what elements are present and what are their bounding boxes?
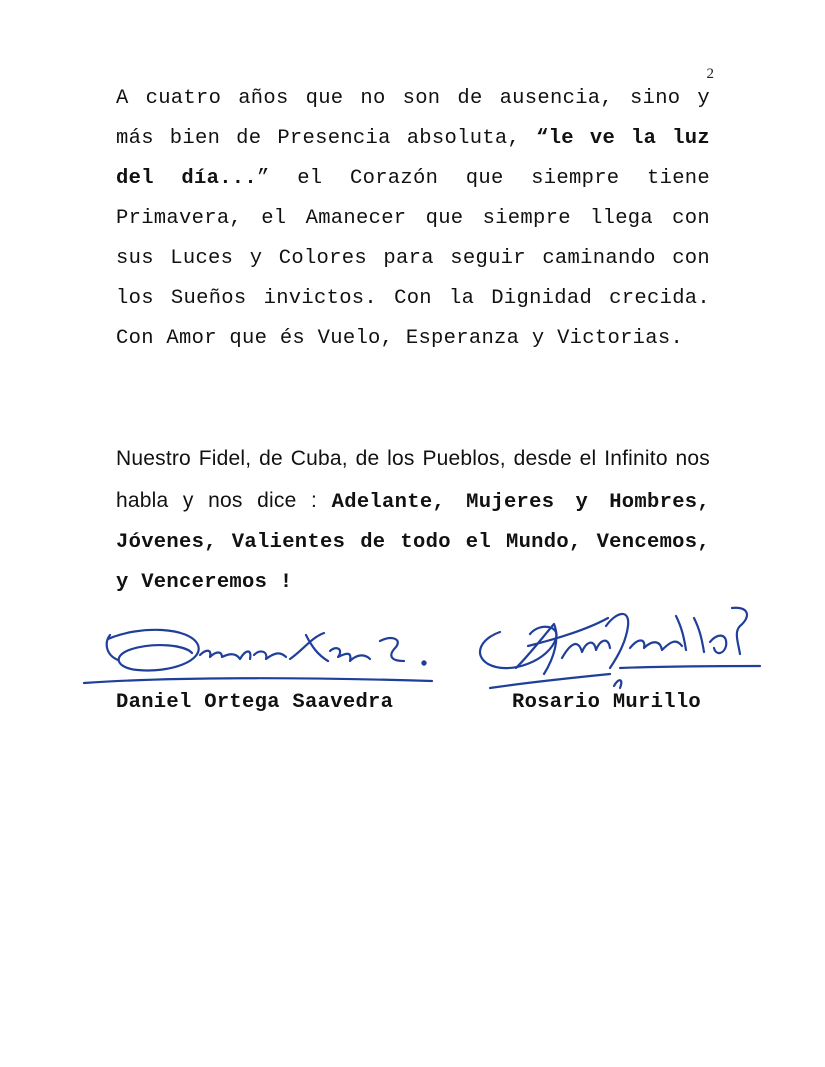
paragraph-1-text: A cuatro años que no son de ausencia, sino y más bien de Presencia absoluta, (116, 87, 710, 150)
page-number: 2 (706, 66, 714, 82)
paragraph-2-bold-text: Adelante, Mujeres y Hombres, Jóvenes, Valientes de todo el Mundo, Vencemos, y Venceremos ! (116, 491, 711, 594)
paragraph-1 (116, 79, 710, 359)
signature-daniel-ortega (80, 615, 440, 695)
paragraph-1-text-end: ” el Corazón que siempre tiene Primavera, el Amanecer que siempre llega con sus Luces y Colores para seguir caminando con los Sueños invictos. Con la Dignidad crecida. Con Amor que és Vuelo, Esperanza y Victorias. (116, 167, 710, 350)
signatory-name-left: Daniel Ortega Saavedra (116, 691, 394, 714)
paragraph-2-text: Nuestro Fidel, de Cuba, de los Pueblos, desde el Infinito nos habla y nos dice : (116, 447, 710, 512)
signatory-name-right: Rosario Murillo (512, 691, 702, 714)
paragraph-2 (116, 439, 710, 603)
paragraph-1-bold-quote: “le ve la luz del día... (116, 127, 711, 190)
